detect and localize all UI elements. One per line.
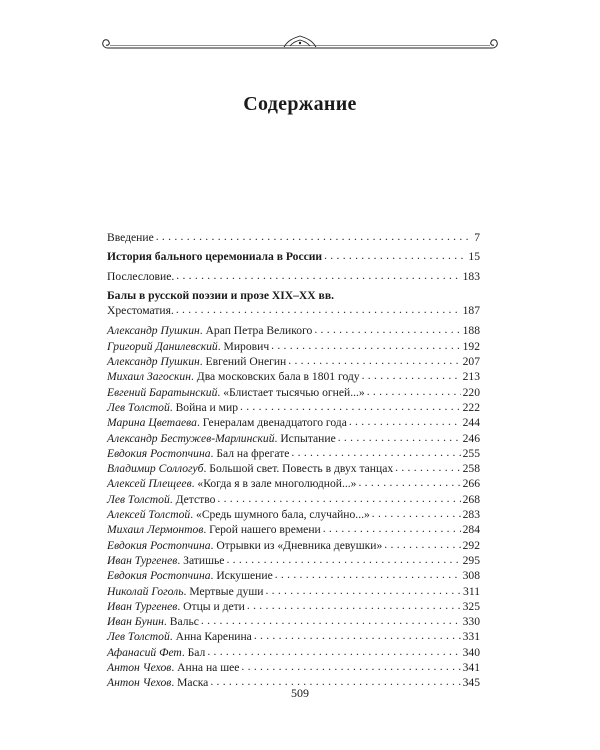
toc-entry-title: Испытание [280, 431, 336, 445]
toc-entry-page: 292 [462, 538, 480, 552]
toc-entry [107, 230, 480, 245]
toc-entry-page: 183 [462, 269, 480, 283]
toc-entry-page: 222 [462, 400, 480, 414]
toc-dot-leader [367, 384, 461, 399]
toc-entry-page: 311 [463, 584, 480, 598]
toc-entry-title: Большой свет. Повесть в двух танцах [209, 462, 394, 476]
toc-entry [107, 303, 480, 318]
toc-entry-title: Герой нашего времени [209, 523, 321, 537]
toc-entry-text: Иван Тургенев. Затишье [107, 553, 225, 567]
toc-entry-text: Григорий Данилевский. Мирович [107, 339, 270, 353]
toc-dot-leader [338, 430, 461, 445]
toc-entry-title: Война и мир [175, 400, 239, 414]
toc-entry-author: Иван Бунин [107, 615, 164, 629]
toc-entry-title: Вальс [169, 615, 199, 629]
toc-entry-author: Лев Толстой [107, 400, 170, 414]
toc-entry-page: 255 [462, 446, 480, 460]
toc-entry-title: Маска [177, 676, 209, 690]
toc-entry [107, 400, 480, 415]
toc-dot-leader [314, 322, 460, 337]
toc-dot-leader [241, 659, 460, 674]
toc-entry-page: 7 [474, 231, 480, 244]
toc-entry-author: Александр Бестужев-Марлинский [107, 431, 275, 445]
toc-dot-leader [291, 445, 460, 460]
toc-entry-author: Евдокия Ростопчина [107, 569, 211, 583]
toc-dot-leader [323, 521, 461, 536]
toc-entry-page: 340 [462, 645, 480, 659]
toc-entry [107, 385, 480, 400]
toc-entry-text: Хрестоматия. [107, 304, 174, 318]
toc-entry [107, 538, 480, 553]
toc-entry-page: 284 [462, 523, 480, 537]
toc-entry-page: 268 [462, 492, 480, 506]
toc-entry [107, 507, 480, 522]
toc-entry-text: Иван Бунин. Вальс [107, 615, 199, 629]
toc-entry [107, 431, 480, 446]
toc-entry-author: Алексей Плещеев [107, 477, 192, 491]
toc-top-entries [107, 230, 480, 284]
toc-dot-leader [247, 598, 461, 613]
toc-entry-title: Анна Каренина [175, 630, 252, 644]
toc-entry-text: Евдокия Ростопчина. Отрывки из «Дневника девушки» [107, 538, 383, 552]
toc-entry-author: Михаил Лермонтов [107, 523, 204, 537]
toc-entry-text: Алексей Толстой. «Средь шумного бала, случайно...» [107, 508, 370, 522]
toc-entry-author: Евдокия Ростопчина [107, 538, 211, 552]
toc-entry-text: Александр Пушкин. Евгений Онегин [107, 355, 287, 369]
toc-entry [107, 522, 480, 537]
toc-entry-text: Антон Чехов. Анна на шее [107, 661, 240, 675]
toc-entry-page: 330 [462, 615, 480, 629]
toc-entry [107, 354, 480, 369]
toc-entry-author: Лев Толстой [107, 630, 170, 644]
toc-entry-text: Лев Толстой. Анна Каренина [107, 630, 252, 644]
toc-dot-leader [265, 583, 461, 598]
toc-entry-text: Антон Чехов. Маска [107, 676, 209, 690]
toc-entry-title: Отрывки из «Дневника девушки» [216, 538, 383, 552]
toc-entry-title: «Блистает тысячью огней...» [223, 385, 365, 399]
toc-entry-author: Александр Пушкин [107, 355, 200, 369]
toc-entry-page: 295 [462, 553, 480, 567]
toc-entry-title: Затишье [183, 553, 225, 567]
toc-entry-author: Михаил Загоскин [107, 370, 191, 384]
toc-entry-author: Евдокия Ростопчина [107, 446, 211, 460]
toc-entry-title: Анна на шее [177, 661, 240, 675]
toc-entry-page: 207 [462, 355, 480, 369]
toc-entry [107, 492, 480, 507]
toc-entry [107, 553, 480, 568]
toc-entry-page: 246 [462, 431, 480, 445]
toc-entry-text: Николай Гоголь. Мертвые души [107, 584, 264, 598]
toc-entry-text: Евдокия Ростопчина. Искушение [107, 569, 273, 583]
toc-dot-leader [372, 506, 461, 521]
toc-entry-text: Лев Толстой. Детство [107, 492, 216, 506]
toc-entry-text: Послесловие. [107, 269, 175, 283]
toc-entry-author: Антон Чехов [107, 661, 172, 675]
toc-entry-page: 192 [462, 339, 480, 353]
toc-entry-title: Евгений Онегин [205, 355, 287, 369]
toc-entry-title: Генералам двенадцатого года [202, 416, 347, 430]
toc-entry-author: Лев Толстой [107, 492, 170, 506]
toc-dot-leader [217, 491, 460, 506]
toc-entry [107, 614, 480, 629]
toc-entry [107, 476, 480, 491]
toc-dot-leader [176, 268, 460, 283]
toc-entry-text: История бального церемониала в России [107, 250, 323, 264]
toc-entry-text: Евгений Баратынский. «Блистает тысячью огней...» [107, 385, 365, 399]
section-intro [107, 303, 480, 318]
toc-entry-page: 187 [462, 304, 480, 318]
header-ornament [100, 32, 500, 54]
section-heading: Балы в русской поэзии и прозе XIX–XX вв. [107, 288, 334, 302]
toc-entry-title: Арап Петра Великого [205, 324, 313, 338]
toc-entry-page: 308 [462, 569, 480, 583]
toc-entry [107, 269, 480, 284]
toc-entry-title: «Когда я в зале многолюдной...» [197, 477, 357, 491]
toc-entry [107, 249, 480, 264]
toc-dot-leader [288, 353, 460, 368]
toc-dot-leader [271, 338, 460, 353]
toc-entry-title: Бал [187, 645, 206, 659]
toc-entry-title: «Средь шумного бала, случайно...» [196, 508, 370, 522]
toc-entry [107, 323, 480, 338]
toc-entry-text: Александр Бестужев-Марлинский. Испытание [107, 431, 336, 445]
toc-entry-author: Владимир Соллогуб [107, 462, 204, 476]
toc-entry [107, 369, 480, 384]
toc-entry-page: 15 [468, 250, 480, 264]
toc-dot-leader [176, 302, 461, 317]
toc-entry [107, 660, 480, 675]
toc-entry-page: 258 [462, 462, 480, 476]
toc-entry [107, 568, 480, 583]
toc-dot-leader [207, 644, 460, 659]
toc-entry-title: Бал на фрегате [216, 446, 290, 460]
page-title: Содержание [243, 93, 357, 115]
toc-entry-text: Введение [107, 231, 154, 244]
toc-entry [107, 584, 480, 599]
page-number: 509 [291, 686, 309, 700]
toc-entry-text: Владимир Соллогуб. Большой свет. Повесть в двух танцах [107, 462, 394, 476]
toc-dot-leader [362, 368, 461, 383]
toc-entry-author: Иван Тургенев [107, 553, 178, 567]
toc-entry-title: Мертвые души [189, 584, 264, 598]
toc-entry-page: 325 [462, 599, 480, 613]
toc-dot-leader [240, 399, 461, 414]
toc-entry-author: Афанасий Фет [107, 645, 182, 659]
toc-entry-title: Искушение [216, 569, 273, 583]
toc-entry-page: 341 [462, 661, 480, 675]
toc-entry-text: Лев Толстой. Война и мир [107, 400, 239, 414]
toc-entry-text: Афанасий Фет. Бал [107, 645, 206, 659]
toc-entry-author: Иван Тургенев [107, 599, 178, 613]
toc-entry-page: 331 [462, 630, 480, 644]
toc-entry [107, 629, 480, 644]
toc-entry-title: Детство [175, 492, 216, 506]
toc-entry-page: 345 [462, 676, 480, 690]
toc-entry-title: Мирович [223, 339, 270, 353]
toc-dot-leader [349, 414, 461, 429]
toc-entry-author: Николай Гоголь [107, 584, 184, 598]
toc-entry-page: 213 [462, 370, 480, 384]
toc-entry-page: 244 [462, 416, 480, 430]
toc-entry-text: Марина Цветаева. Генералам двенадцатого года [107, 416, 347, 430]
toc-entry [107, 461, 480, 476]
toc-dot-leader [358, 475, 460, 490]
toc-entry-author: Александр Пушкин [107, 324, 200, 338]
toc-entry-page: 220 [462, 385, 480, 399]
toc-entry-page: 266 [462, 477, 480, 491]
toc-entry-author: Алексей Толстой [107, 508, 191, 522]
toc-dot-leader [395, 460, 460, 475]
toc-entry-text: Евдокия Ростопчина. Бал на фрегате [107, 446, 290, 460]
toc-entry [107, 446, 480, 461]
toc-dot-leader [254, 628, 461, 643]
toc-dot-leader [226, 552, 460, 567]
toc-entry-page: 188 [462, 324, 480, 338]
toc-entry-author: Антон Чехов [107, 676, 172, 690]
toc-dot-leader [201, 613, 461, 628]
toc-dot-leader [384, 537, 460, 552]
works-list [107, 323, 480, 690]
toc-entry-text: Михаил Лермонтов. Герой нашего времени [107, 523, 321, 537]
toc-entry-text: Иван Тургенев. Отцы и дети [107, 599, 245, 613]
table-of-contents [107, 230, 480, 691]
toc-entry-title: Отцы и дети [183, 599, 245, 613]
toc-entry [107, 415, 480, 430]
toc-entry [107, 645, 480, 660]
toc-entry-title: Два московских бала в 1801 году [196, 370, 360, 384]
toc-entry-author: Григорий Данилевский [107, 339, 218, 353]
toc-entry-text: Алексей Плещеев. «Когда я в зале многолюдной...» [107, 477, 357, 491]
toc-entry-text: Михаил Загоскин. Два московских бала в 1801 году [107, 370, 360, 384]
toc-dot-leader [156, 229, 472, 244]
toc-entry [107, 599, 480, 614]
toc-entry-page: 283 [462, 508, 480, 522]
toc-entry [107, 339, 480, 354]
toc-dot-leader [324, 248, 466, 263]
toc-dot-leader [275, 567, 461, 582]
toc-entry-text: Александр Пушкин. Арап Петра Великого [107, 324, 313, 338]
toc-entry-author: Евгений Баратынский [107, 385, 218, 399]
toc-entry-author: Марина Цветаева [107, 416, 197, 430]
